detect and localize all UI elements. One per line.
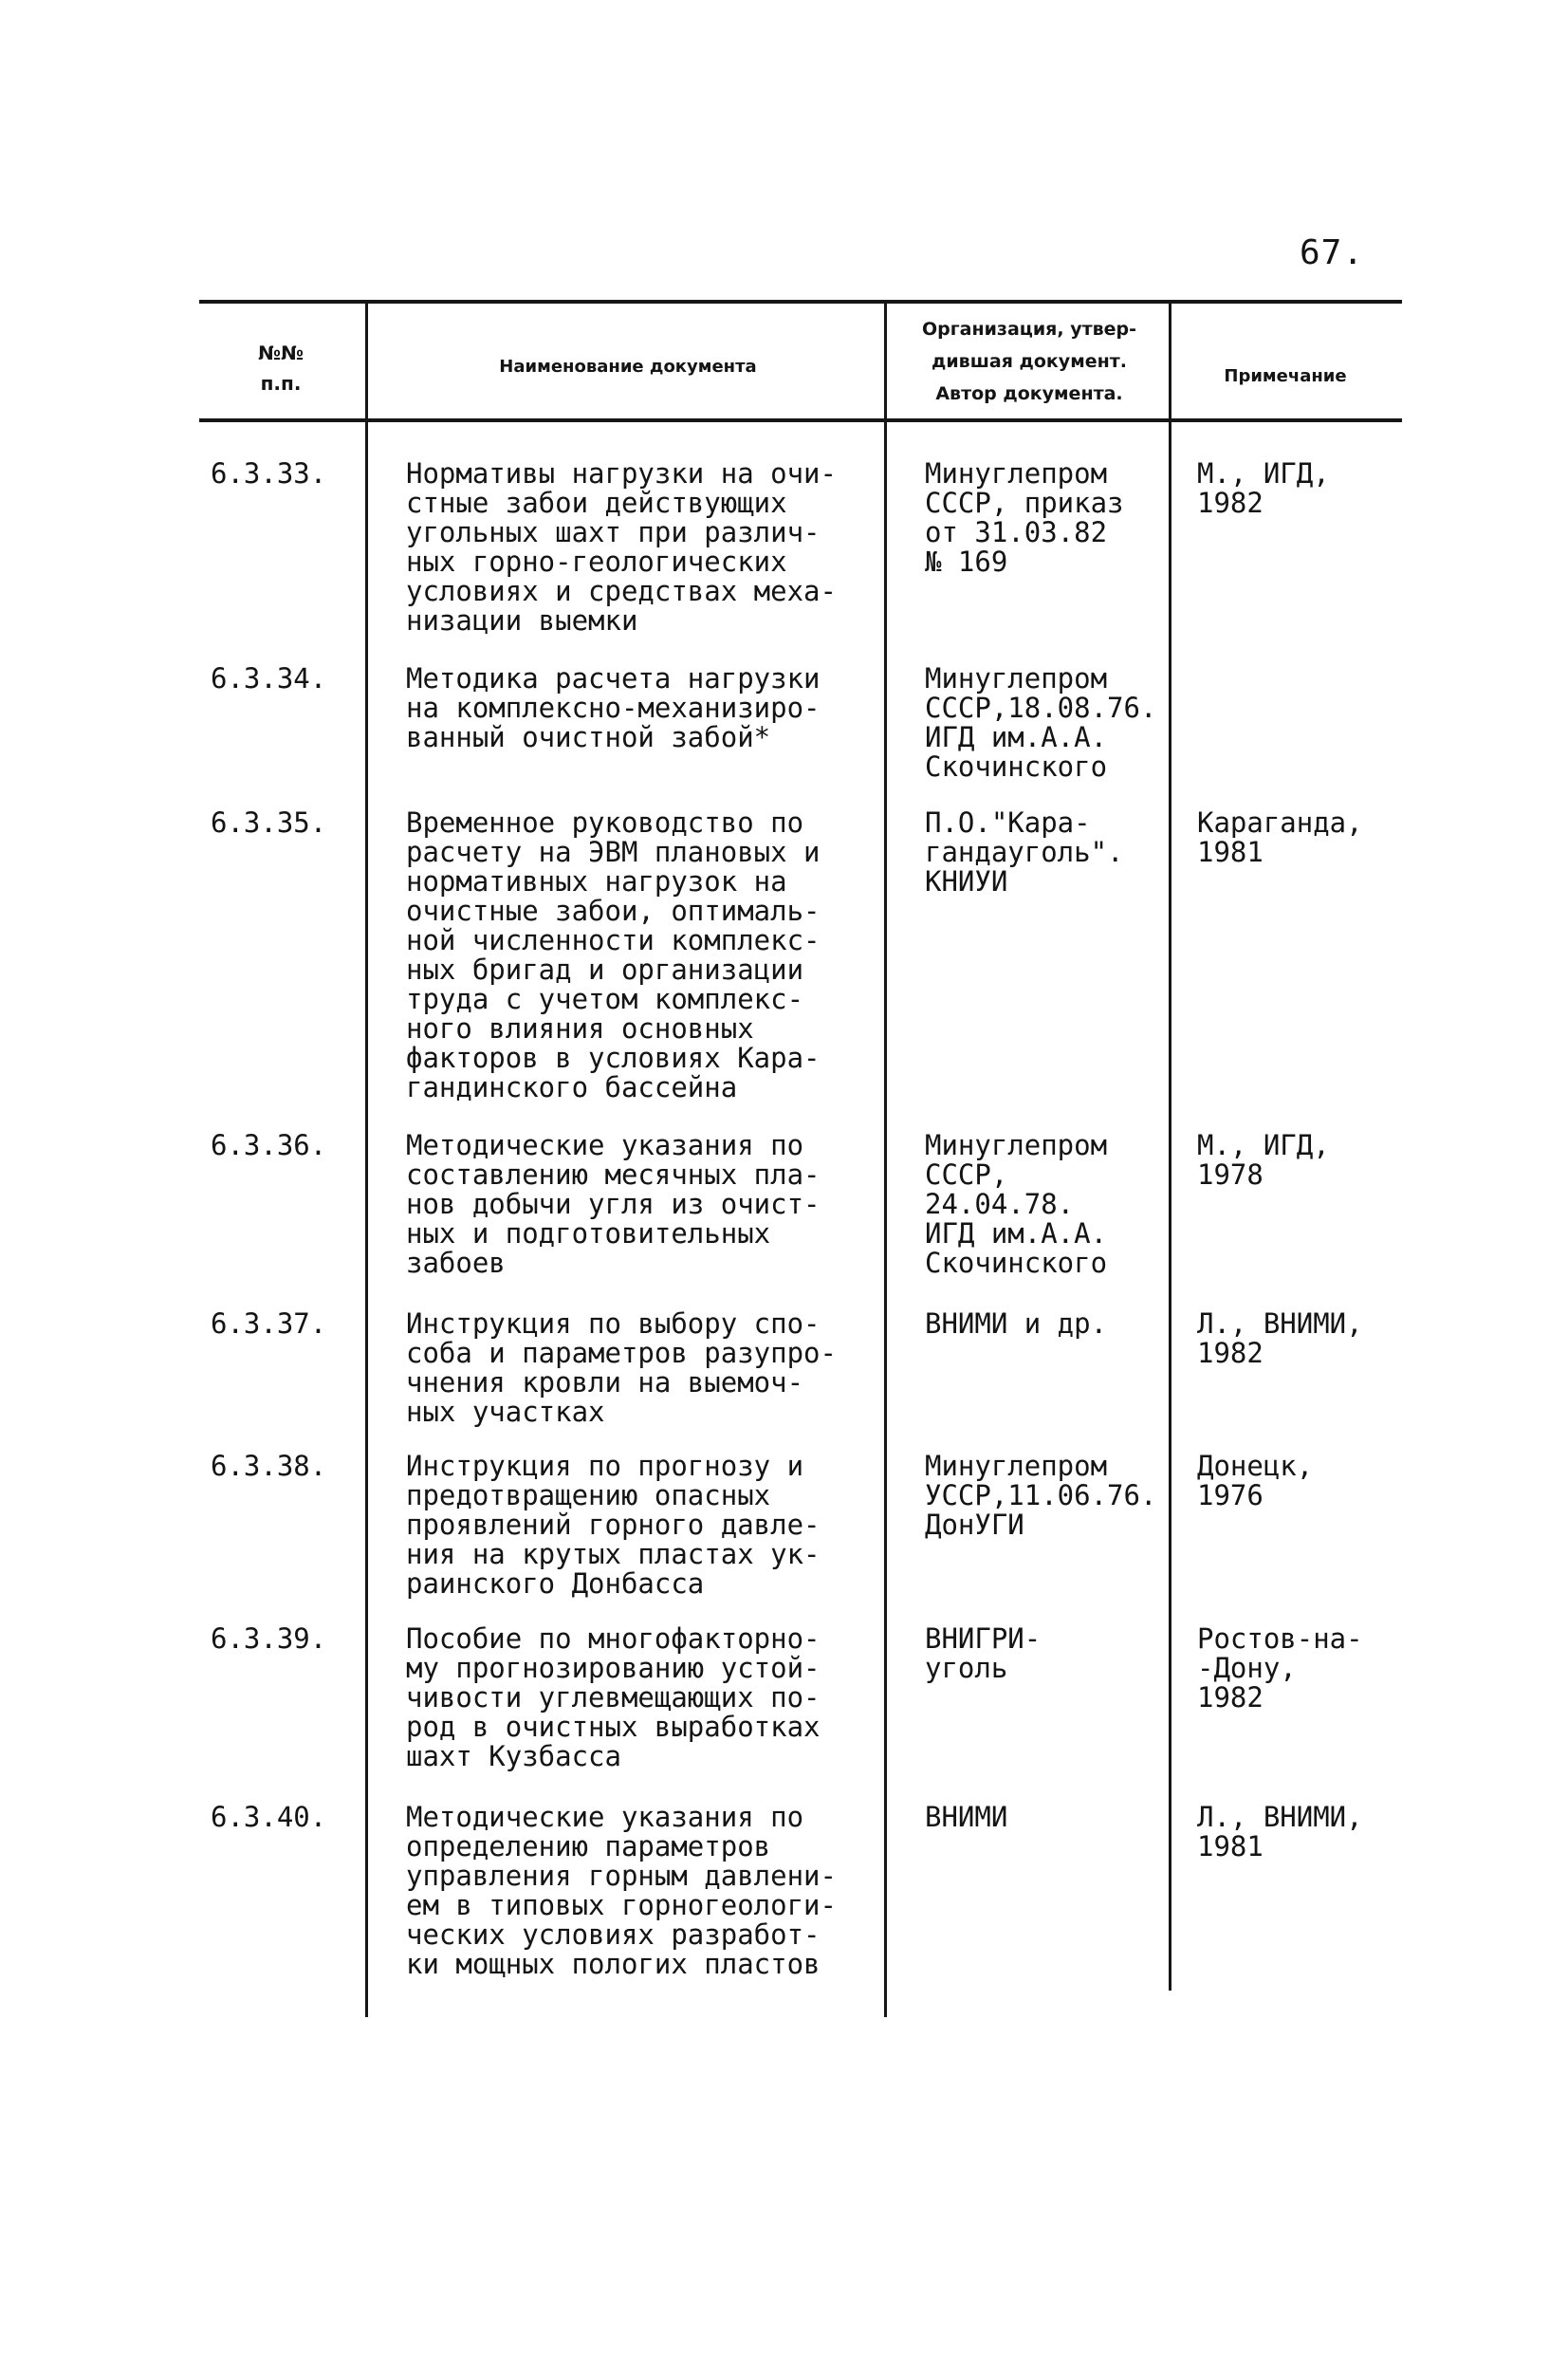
row-note (1197, 1803, 1363, 1862)
document-name-line: шахт Кузбасса (406, 1740, 621, 1772)
note-line: Донецк, (1197, 1450, 1314, 1482)
document-name-line: ных и подготовительных (406, 1217, 771, 1250)
row-document-name (406, 459, 837, 636)
organization-line: КНИУИ (925, 865, 1008, 898)
header-document-name: Наименование документа (499, 357, 757, 377)
document-name-line: Временное руководство по (406, 806, 804, 839)
row-number: 6.3.38. (211, 1450, 327, 1482)
row-organization (925, 664, 1156, 782)
organization-line: СССР, приказ (925, 487, 1124, 519)
document-name-line: на комплексно-механизиро- (406, 692, 821, 724)
document-name-line: ки мощных пологих пластов (406, 1948, 821, 1980)
document-name-line: гандинского бассейна (406, 1071, 738, 1103)
document-name-line: ем в типовых горногеологи- (406, 1889, 837, 1921)
document-name-line: проявлений горного давле- (406, 1509, 821, 1541)
row-document-name (406, 1452, 821, 1599)
organization-line: Минуглепром (925, 1450, 1108, 1482)
row-note (1197, 1452, 1313, 1510)
document-name-line: нормативных нагрузок на (406, 865, 787, 898)
column-divider-1 (365, 302, 368, 2017)
document-name-line: ного влияния основных (406, 1012, 754, 1045)
note-line: М., ИГД, (1197, 457, 1330, 490)
organization-line: ВНИГРИ- (925, 1622, 1042, 1655)
document-name-line: труда с учетом комплекс- (406, 983, 804, 1015)
document-name-line: расчету на ЭВМ плановых и (406, 836, 821, 868)
note-line: Караганда, (1197, 806, 1363, 839)
note-line: М., ИГД, (1197, 1129, 1330, 1161)
document-name-line: ных горно-геологических (406, 546, 787, 578)
row-number: 6.3.36. (211, 1129, 327, 1161)
document-name-line: Методические указания по (406, 1801, 804, 1833)
document-name-line: раинского Донбасса (406, 1567, 705, 1600)
document-name-line: соба и параметров разупро- (406, 1337, 837, 1369)
row-organization (925, 1309, 1107, 1339)
document-name-line: ческих условиях разработ- (406, 1918, 821, 1951)
note-line: -Дону, (1197, 1652, 1297, 1684)
document-name-line: очистные забои, оптималь- (406, 895, 821, 927)
document-name-line: Пособие по многофакторно- (406, 1622, 821, 1655)
document-name-line: угольных шахт при различ- (406, 516, 821, 548)
row-note (1197, 1624, 1363, 1713)
organization-line: ВНИМИ и др. (925, 1307, 1108, 1340)
organization-line: 24.04.78. (925, 1188, 1075, 1220)
row-number: 6.3.35. (211, 806, 327, 839)
document-name-line: ния на крутых пластах ук- (406, 1538, 821, 1570)
header-organization: Организация, утвер- дившая документ. Автор документа. (921, 319, 1137, 404)
document-name-line: Методика расчета нагрузки (406, 662, 821, 695)
document-name-line: ванный очистной забой* (406, 721, 771, 753)
document-name-line: Нормативы нагрузки на очи- (406, 457, 837, 490)
document-name-line: Инструкция по выбору спо- (406, 1307, 821, 1340)
note-line: 1982 (1197, 1681, 1264, 1714)
document-name-line: род в очистных выработках (406, 1711, 821, 1743)
column-divider-2 (884, 302, 887, 2017)
document-name-line: факторов в условиях Кара- (406, 1042, 821, 1074)
row-note (1197, 459, 1330, 518)
document-name-line: стные забои действующих (406, 487, 787, 519)
organization-line: Минуглепром (925, 457, 1108, 490)
document-name-line: нов добычи угля из очист- (406, 1188, 821, 1220)
note-line: 1982 (1197, 487, 1264, 519)
row-organization (925, 1452, 1156, 1540)
header-note: Примечание (1224, 366, 1347, 386)
document-name-line: чивости углевмещающих по- (406, 1681, 821, 1714)
document-name-line: ной численности комплекс- (406, 924, 821, 956)
row-document-name (406, 1803, 837, 1979)
row-organization (925, 1131, 1107, 1278)
row-number: 6.3.33. (211, 457, 327, 490)
organization-line: СССР,18.08.76. (925, 692, 1157, 724)
row-number: 6.3.39. (211, 1622, 327, 1655)
page-number: 67. (1300, 233, 1365, 272)
row-number: 6.3.40. (211, 1801, 327, 1833)
row-document-name (406, 1131, 821, 1278)
note-line: 1978 (1197, 1158, 1264, 1191)
row-organization (925, 1624, 1041, 1683)
header-bottom-rule (199, 418, 1402, 422)
note-line: Ростов-на- (1197, 1622, 1363, 1655)
document-name-line: му прогнозированию устой- (406, 1652, 821, 1684)
note-line: 1976 (1197, 1479, 1264, 1511)
note-line: 1981 (1197, 1830, 1264, 1862)
organization-line: Скочинского (925, 750, 1108, 783)
document-name-line: ных участках (406, 1396, 605, 1428)
organization-line: ИГД им.А.А. (925, 1217, 1108, 1250)
organization-line: Минуглепром (925, 662, 1108, 695)
organization-line: № 169 (925, 546, 1008, 578)
organization-line: уголь (925, 1652, 1008, 1684)
note-line: 1982 (1197, 1337, 1264, 1369)
row-note (1197, 1131, 1330, 1190)
document-name-line: Инструкция по прогнозу и (406, 1450, 804, 1482)
organization-line: от 31.03.82 (925, 516, 1108, 548)
organization-line: СССР, (925, 1158, 1008, 1191)
organization-line: гандауголь". (925, 836, 1124, 868)
row-note (1197, 808, 1363, 867)
row-document-name (406, 1309, 837, 1427)
document-name-line: составлению месячных пла- (406, 1158, 821, 1191)
document-name-line: чнения кровли на выемоч- (406, 1366, 804, 1399)
document-name-line: забоев (406, 1247, 506, 1279)
document-name-line: управления горным давлени- (406, 1860, 837, 1892)
organization-line: ВНИМИ (925, 1801, 1008, 1833)
organization-line: ДонУГИ (925, 1509, 1024, 1541)
document-name-line: ных бригад и организации (406, 954, 804, 986)
row-document-name (406, 1624, 821, 1771)
row-organization (925, 1803, 1007, 1832)
note-line: Л., ВНИМИ, (1197, 1801, 1363, 1833)
organization-line: Скочинского (925, 1247, 1108, 1279)
note-line: Л., ВНИМИ, (1197, 1307, 1363, 1340)
document-name-line: Методические указания по (406, 1129, 804, 1161)
row-organization (925, 808, 1124, 897)
note-line: 1981 (1197, 836, 1264, 868)
row-document-name (406, 664, 821, 752)
column-divider-3 (1169, 302, 1171, 1991)
row-note (1197, 1309, 1363, 1368)
row-number: 6.3.37. (211, 1307, 327, 1340)
organization-line: УССР,11.06.76. (925, 1479, 1157, 1511)
document-name-line: предотвращению опасных (406, 1479, 771, 1511)
organization-line: Минуглепром (925, 1129, 1108, 1161)
document-name-line: низации выемки (406, 604, 638, 637)
row-organization (925, 459, 1124, 577)
row-document-name (406, 808, 821, 1102)
organization-line: П.О."Кара- (925, 806, 1091, 839)
organization-line: ИГД им.А.А. (925, 721, 1108, 753)
header-number: №№ п.п. (257, 342, 304, 395)
document-name-line: условиях и средствах меха- (406, 575, 837, 607)
row-number: 6.3.34. (211, 662, 327, 695)
table-top-rule (199, 300, 1402, 304)
document-name-line: определению параметров (406, 1830, 771, 1862)
